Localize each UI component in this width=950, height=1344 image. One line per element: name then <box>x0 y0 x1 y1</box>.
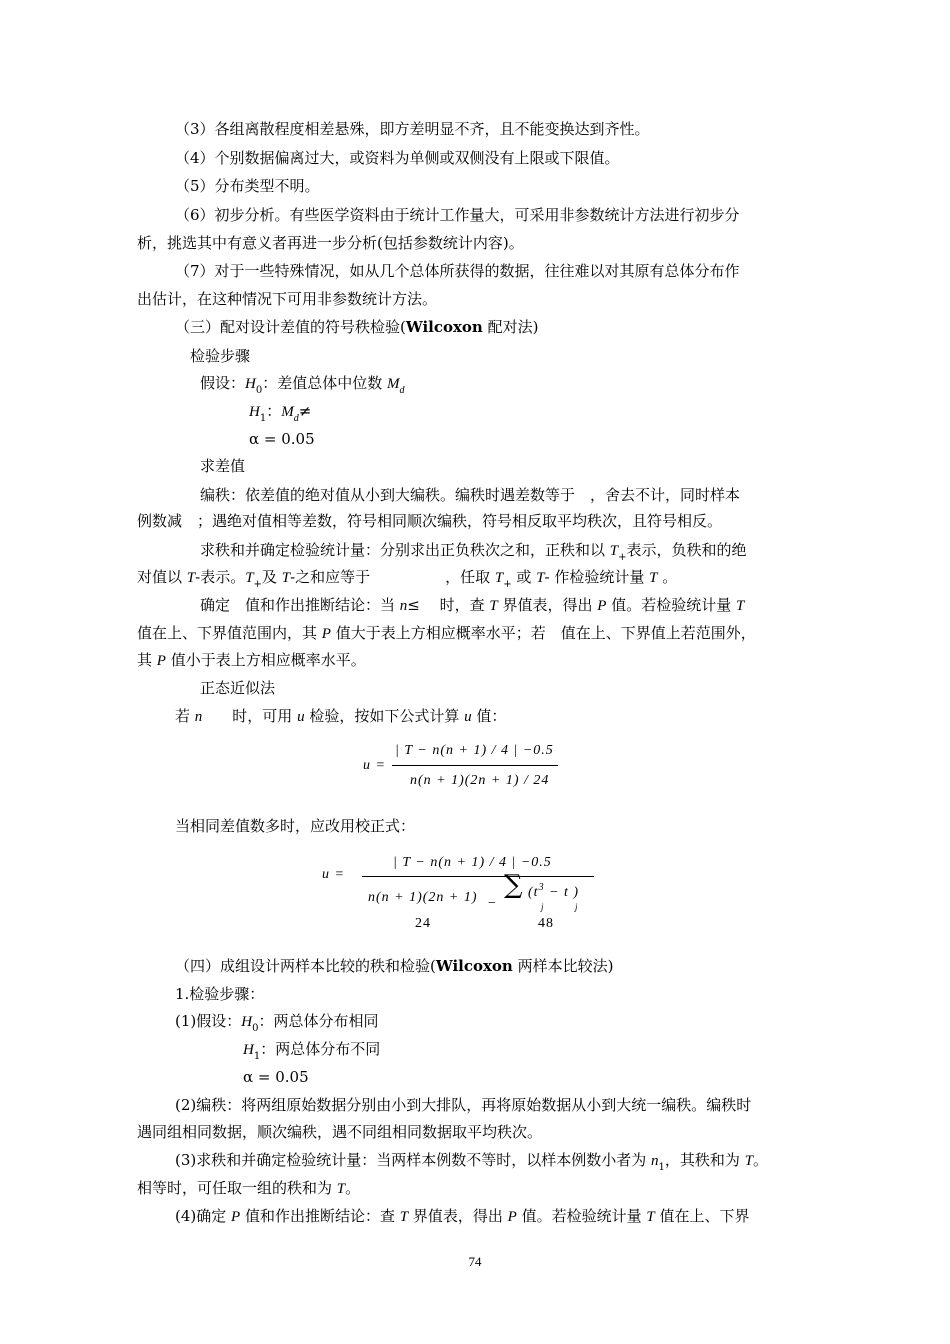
ranksum2-c: 及 <box>261 568 282 586</box>
p-symbol: P <box>321 626 331 642</box>
formula-1-lhs: u = <box>363 758 386 773</box>
formula-2-sigma: ∑ <box>504 870 523 900</box>
t-symbol: T <box>489 598 498 614</box>
m-symbol: M <box>281 404 294 420</box>
list-item-6-line2: 析，挑选其中有意义者再进一步分析(包括参数统计内容)。 <box>137 234 524 252</box>
n-symbol: n <box>194 709 203 725</box>
h-symbol: H <box>241 1014 253 1030</box>
test-steps-label: 检验步骤 <box>190 347 251 365</box>
formula-2-t-open: (t <box>528 885 539 900</box>
determine-line3 <box>137 650 366 671</box>
determine-line1 <box>200 595 744 616</box>
s3-d: 相等时，可任取一组的秩和为 <box>137 1179 337 1197</box>
t-symbol: T <box>744 1153 754 1169</box>
s4-a: (4)确定 <box>175 1207 232 1225</box>
section-4-determine <box>175 1206 749 1227</box>
formula-2-j-sub-1: j <box>541 902 545 912</box>
ranksum2-g: 。 <box>657 568 678 586</box>
list-item-5: （5）分布类型不明。 <box>175 177 320 195</box>
if-c: 检验，按如下公式计算 <box>304 707 465 725</box>
h0-text: ：两总体分布相同 <box>258 1012 379 1030</box>
formula-2-fraction-bar <box>362 876 594 877</box>
formula-2-48: 48 <box>538 916 554 931</box>
section-3-title-a: （三）配对设计差值的符号秩检验( <box>175 318 406 336</box>
normal-approx-label: 正态近似法 <box>200 679 276 697</box>
list-item-7-line1: （7）对于一些特殊情况，如从几个总体所获得的数据，往往难以对其原有总体分布作 <box>175 262 740 280</box>
section-4-rank-line1: (2)编秩：将两组原始数据分别由小到大排队，再将原始数据从小到大统一编秩。编秩时 <box>175 1096 752 1114</box>
hypothesis-h0 <box>200 373 405 396</box>
section-4-ranksum-line1 <box>175 1150 768 1173</box>
formula-2-denominator-b <box>528 882 580 901</box>
formula-1-denominator: n(n + 1)(2n + 1) / 24 <box>410 773 550 788</box>
det2-a: 值在上、下界值范围内，其 <box>137 624 322 642</box>
plus-subscript: + <box>503 579 512 590</box>
h1-text: ： <box>266 402 282 420</box>
not-equal-sign: ≠ <box>298 402 312 420</box>
hyp-label: (1)假设： <box>175 1012 242 1030</box>
section-3-heading <box>175 317 538 337</box>
page-number: 74 <box>468 1254 482 1269</box>
u-symbol: u <box>297 709 305 725</box>
t-symbol: T <box>245 570 254 586</box>
ranksum2-f: - 作检验统计量 <box>544 568 650 586</box>
s4-b: 值和作出推断结论：查 <box>240 1207 400 1225</box>
list-item-4: （4）个别数据偏离过大，或资料为单侧或双侧没有上限或下限值。 <box>175 149 620 167</box>
p-symbol: P <box>231 1209 241 1225</box>
ranksum-line2 <box>137 567 677 590</box>
section-4-ranksum-line2 <box>137 1178 360 1199</box>
m-symbol: M <box>387 376 400 392</box>
determine-line2 <box>137 623 756 644</box>
section-4-alpha: α = 0.05 <box>243 1068 309 1086</box>
h-symbol: H <box>243 1042 254 1058</box>
ranking-line2: 例数减 ；遇绝对值相等差数，符号相同顺次编秩，符号相反取平均秩次，且符号相反。 <box>137 512 723 530</box>
d-subscript: d <box>293 413 299 424</box>
s4-e: 值在上、下界 <box>654 1207 750 1225</box>
section-4-title-a: （四）成组设计两样本比较的秩和检验( <box>175 957 436 975</box>
det3-b: 值小于表上方相应概率水平。 <box>165 651 366 669</box>
t-symbol: T <box>646 1209 655 1225</box>
s4-c: 界值表，得出 <box>408 1207 508 1225</box>
t-symbol: T <box>281 570 291 586</box>
hypothesis-label: 假设： <box>200 374 246 392</box>
formula-1-fraction-bar <box>392 765 558 766</box>
h1-subscript: 1 <box>253 1051 261 1062</box>
h0-subscript: 0 <box>252 1023 259 1034</box>
formula-2-close: ) <box>568 885 580 900</box>
list-item-7-line2: 出估计，在这种情况下可用非参数统计方法。 <box>137 290 438 308</box>
list-item-6-line1: （6）初步分析。有些医学资料由于统计工作量大，可采用非参数统计方法进行初步分 <box>175 206 740 224</box>
section-3-title-c: 配对法) <box>482 318 539 336</box>
ranksum2-d: -之和应等于 ，任取 <box>290 568 495 586</box>
s4-d: 值。若检验统计量 <box>516 1207 647 1225</box>
t-symbol: T <box>186 570 196 586</box>
section-4-heading <box>175 956 613 976</box>
if-b: 时，可用 <box>202 707 298 725</box>
h-symbol: H <box>245 376 256 392</box>
s3-c: 。 <box>753 1151 769 1169</box>
section-4-h1 <box>243 1039 380 1062</box>
one-subscript: 1 <box>658 1162 665 1173</box>
section-4-title-b: Wilcoxon <box>435 957 513 975</box>
det1-c: 界值表，得出 <box>497 596 598 614</box>
formula-1-numerator: | T − n(n + 1) / 4 | −0.5 <box>395 743 554 758</box>
formula-2-cube: 3 <box>538 882 545 893</box>
t-symbol: T <box>336 1181 346 1197</box>
d-subscript: d <box>399 385 405 396</box>
h1-text: ：两总体分布不同 <box>260 1040 381 1058</box>
p-symbol: P <box>597 598 607 614</box>
section-4-rank-line2: 遇同组相同数据，顺次编秩，遇不同组相同数据取平均秩次。 <box>137 1123 543 1141</box>
section-4-steps: 1.检验步骤： <box>175 985 265 1003</box>
section-3-title-b: Wilcoxon <box>405 318 483 336</box>
h1-subscript: 1 <box>259 413 267 424</box>
formula-2-numerator: | T − n(n + 1) / 4 | −0.5 <box>393 855 552 870</box>
section-4-title-c: 两样本比较法) <box>512 957 614 975</box>
if-d: 值： <box>471 707 507 725</box>
t-symbol: T <box>736 598 745 614</box>
u-symbol: u <box>464 709 472 725</box>
ranksum2-a: 对值以 <box>137 568 187 586</box>
det3-a: 其 <box>137 651 157 669</box>
h0-text: ：差值总体中位数 <box>262 374 388 392</box>
h0-subscript: 0 <box>255 385 263 396</box>
diff-label: 求差值 <box>200 457 246 475</box>
ranksum-line1 <box>200 540 747 563</box>
formula-2-denominator-a: n(n + 1)(2n + 1) <box>368 890 478 905</box>
ranksum2-e: 或 <box>511 568 537 586</box>
det1-b: ≤ 时，查 <box>407 596 490 614</box>
p-symbol: P <box>507 1209 517 1225</box>
ranksum-text-a: 求秩和并确定检验统计量：分别求出正负秩次之和，正秩和以 <box>200 541 610 559</box>
formula-2-j-sub-2: j <box>575 902 579 912</box>
t-symbol: T <box>536 570 545 586</box>
formula-2-lhs: u = <box>322 867 345 882</box>
formula-2-minus: − <box>488 896 497 911</box>
n-symbol: n <box>651 1153 659 1169</box>
ranking-line1: 编秩：依差值的绝对值从小到大编秩。编秩时遇差数等于 ，舍去不计，同时样本 <box>200 486 741 504</box>
t-symbol: T <box>494 570 504 586</box>
alpha-level: α = 0.05 <box>249 430 315 448</box>
plus-subscript: + <box>618 552 627 563</box>
if-a: 若 <box>175 707 195 725</box>
n-symbol: n <box>399 598 408 614</box>
det1-d: 值。若检验统计量 <box>606 596 736 614</box>
hypothesis-h1 <box>249 401 311 424</box>
plus-subscript: + <box>253 579 262 590</box>
t-symbol: T <box>609 543 619 559</box>
h-symbol: H <box>249 404 260 420</box>
list-item-3: （3）各组离散程度相差悬殊，即方差明显不齐，且不能变换达到齐性。 <box>175 120 650 138</box>
det1-a: 确定 值和作出推断结论：当 <box>200 596 400 614</box>
ties-correction-text: 当相同差值数多时，应改用校正式： <box>175 817 416 835</box>
formula-2-24: 24 <box>415 916 431 931</box>
s3-e: 。 <box>345 1179 361 1197</box>
t-symbol: T <box>649 570 658 586</box>
p-symbol: P <box>156 653 166 669</box>
t-symbol: T <box>399 1209 409 1225</box>
formula-2-t-minus: − t <box>544 885 569 900</box>
s3-a: (3)求秩和并确定检验统计量：当两样本例数不等时，以样本例数小者为 <box>175 1151 652 1169</box>
normal-approx-condition <box>175 706 506 727</box>
s3-b: ，其秩和为 <box>664 1151 745 1169</box>
det2-b: 值大于表上方相应概率水平；若 值在上、下界值上若范围外， <box>330 624 756 642</box>
ranksum2-b: -表示。 <box>195 568 246 586</box>
section-4-h0 <box>175 1011 378 1034</box>
ranksum-text-b: 表示，负秩和的绝 <box>626 541 747 559</box>
